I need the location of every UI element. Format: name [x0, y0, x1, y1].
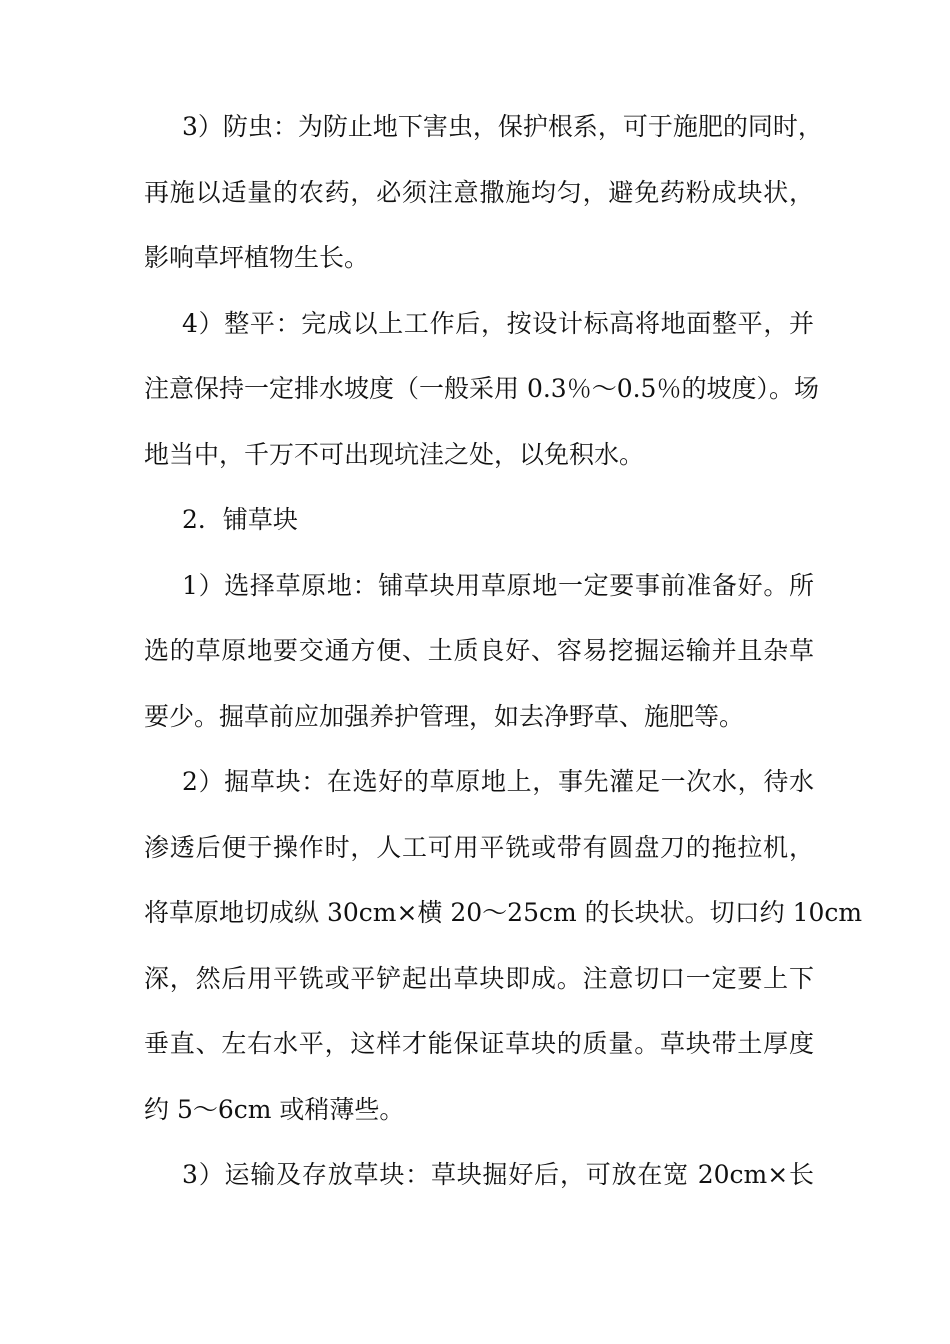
text-line: 4）整平：完成以上工作后，按设计标高将地面整平，并 [182, 309, 814, 338]
text-line: 地当中，千万不可出现坑洼之处，以免积水。 [144, 440, 645, 469]
text-line: 垂直、左右水平，这样才能保证草块的质量。草块带土厚度 [144, 1029, 814, 1058]
text-line: 2）掘草块：在选好的草原地上，事先灌足一次水，待水 [182, 767, 814, 796]
text-line: 渗透后便于操作时，人工可用平铣或带有圆盘刀的拖拉机， [144, 833, 814, 862]
text-line: 再施以适量的农药，必须注意撒施均匀，避免药粉成块状， [144, 178, 814, 207]
text-line: 约 5～6cm 或稍薄些。 [144, 1095, 405, 1124]
text-line: 将草原地切成纵 30cm×横 20～25cm 的长块状。切口约 10cm [144, 898, 863, 927]
text-line: 1）选择草原地：铺草块用草原地一定要事前准备好。所 [182, 571, 814, 600]
text-line: 深，然后用平铣或平铲起出草块即成。注意切口一定要上下 [144, 964, 814, 993]
section-heading: 2．铺草块 [182, 505, 298, 534]
text-line: 选的草原地要交通方便、土质良好、容易挖掘运输并且杂草 [144, 636, 814, 665]
text-line: 注意保持一定排水坡度（一般采用 0.3％～0.5％的坡度）。场 [144, 374, 819, 403]
text-line: 影响草坪植物生长。 [144, 243, 370, 272]
text-line: 3）运输及存放草块：草块掘好后，可放在宽 20cm×长 [182, 1160, 814, 1189]
text-line: 3）防虫：为防止地下害虫，保护根系，可于施肥的同时， [182, 112, 823, 141]
text-line: 要少。掘草前应加强养护管理，如去净野草、施肥等。 [144, 702, 745, 731]
